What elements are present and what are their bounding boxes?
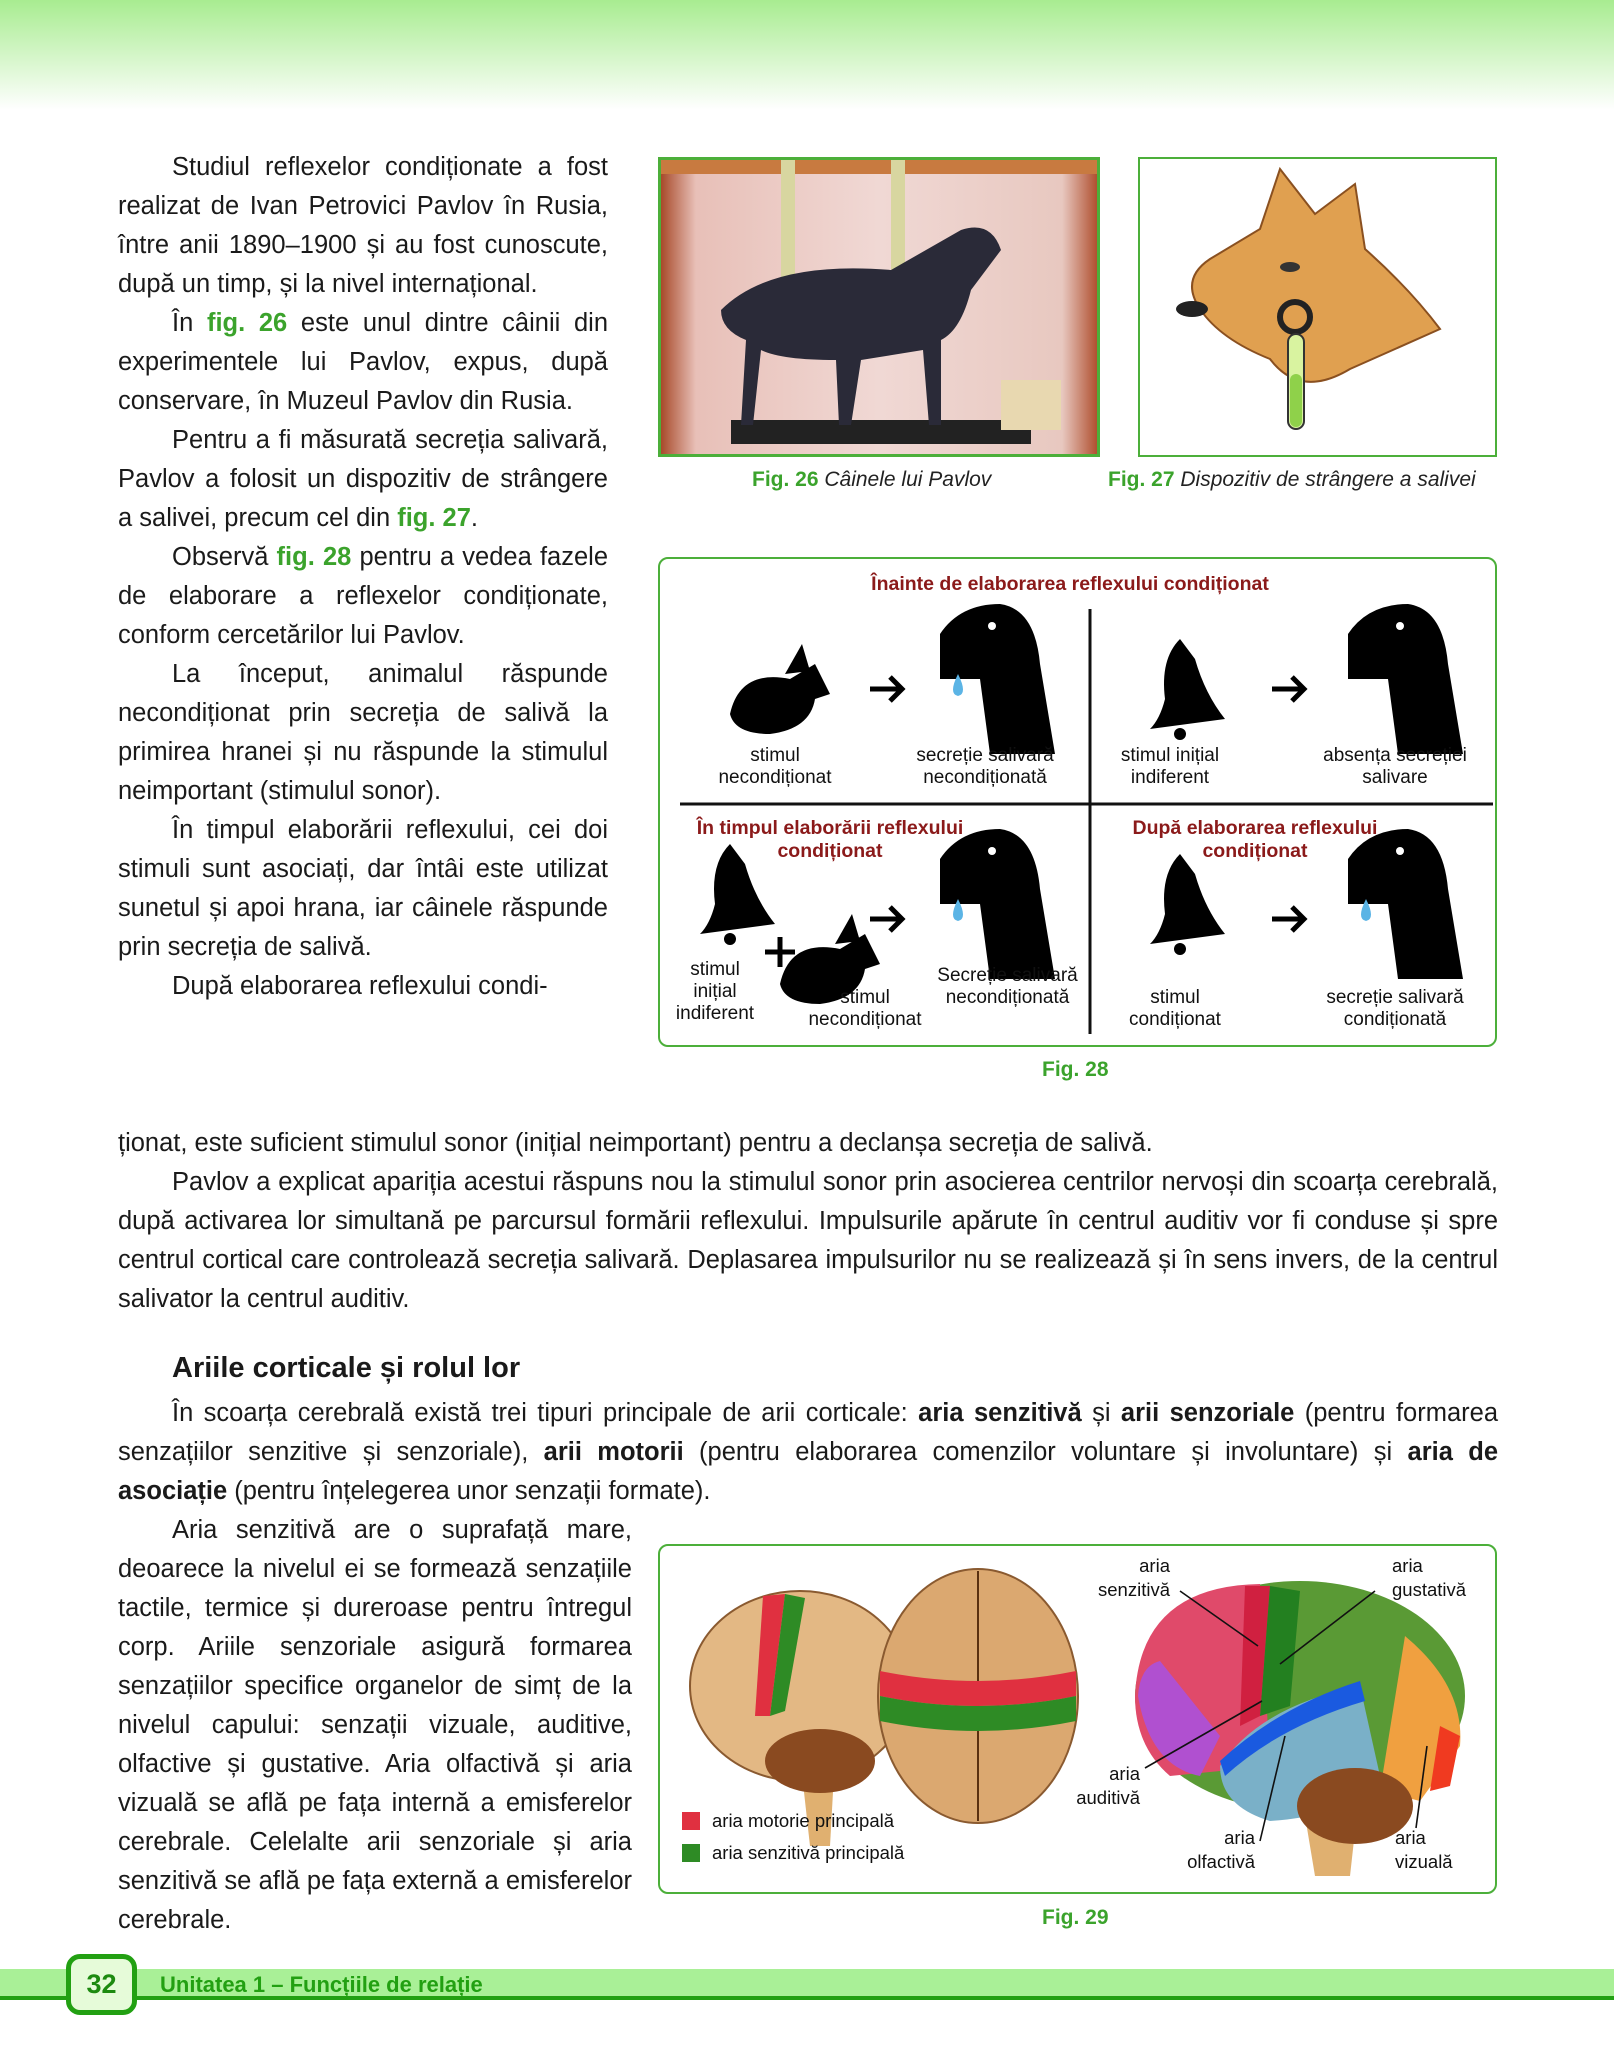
title-after: După elaborarea reflexului condiționat [1132,817,1378,862]
paragraph [118,538,608,655]
label: Secreție salivară necondiționată [937,965,1078,1008]
bold-term: arii senzoriale [1120,1399,1295,1427]
bell-clapper [724,933,736,945]
bell-clapper [1174,943,1186,955]
section-heading: Ariile corticale și rolul lor [172,1352,521,1384]
text: . [470,504,478,532]
caption-text: Dispozitiv de strângere a salivei [1174,468,1476,491]
top-band [0,0,1614,110]
fig-27-link[interactable]: fig. 27 [397,504,471,532]
dog-head-icon [1348,604,1463,754]
text: Observă [172,543,277,571]
fig-26-caption [752,468,991,492]
text: Pentru a fi măsurată secreția salivară, Pavlov a folosit un dispozitiv de strângere a salivei, precum cel din [118,426,608,532]
text: În scoarța cerebrală există trei tipuri principale de arii corticale: [172,1399,919,1427]
label-aria-gustativa: aria gustativă [1392,1555,1467,1600]
text: În [172,309,207,337]
label-aria-auditiva: aria auditivă [1076,1763,1140,1808]
bold-term: aria de asociație [118,1438,1498,1505]
paragraph: Aria senzitivă are o suprafață mare, deoarece la nivelul ei se formează senzațiile tactile, termice și dureroase pentru întregul corp. Ariile senzoriale asigură formarea senzațiilor specifice organelor de simț de la nivelul capului: senzații vizuale, auditive, olfactive și gustative. Aria olfactivă și aria vizuală se află pe fața internă a emisferelor cerebrale. Celelalte arii senzoriale și aria senzitivă se află pe fața externă a emisferelor cerebrale. [118,1516,632,1934]
fig-28-box [658,557,1497,1047]
fig-26-link[interactable]: fig. 26 [206,309,288,337]
dog-eye [1396,622,1404,630]
bold-term: aria senzitivă [918,1399,1082,1427]
brain-side-view [690,1591,910,1846]
label: secreție salivară condiționată [1326,987,1464,1030]
fig-26-photo [658,157,1100,457]
label: stimul necondiționat [808,987,922,1030]
roast-chicken-icon [730,664,830,734]
fig-27-caption [1108,468,1476,492]
dog-photo-image [661,160,1100,457]
label-aria-senzitiva: aria senzitivă [1098,1555,1170,1600]
title-during: În timpul elaborării reflexului condiționat [696,817,964,862]
paragraph: După elaborarea reflexului condi- [172,972,548,1000]
paragraph [118,421,608,538]
label: stimul condiționat [1129,987,1221,1030]
label: stimul inițial indiferent [675,959,755,1024]
unit-title: Unitatea 1 – Funcțiile de relație [160,1972,483,1997]
chicken-leg [785,644,810,674]
paragraph: La început, animalul răspunde necondiționat prin secreția de salivă la primirea hranei și nu răspunde la stimulul neimportant (stimulul sonor). [118,660,608,805]
fig-29-label: Fig. 29 [1042,1906,1109,1929]
fig-28-label: Fig. 28 [1042,1058,1109,1081]
bell-clapper [1174,728,1186,740]
label-aria-vizuala: aria vizuală [1395,1827,1453,1872]
legend-label-motor: aria motorie principală [712,1810,895,1831]
text: pentru a vedea fazele de elaborare a reflexelor condiționate, conform cercetărilor lui Pavlov. [118,543,608,649]
arrow-icon [1272,907,1304,931]
page-number: 32 [66,1954,137,2015]
bold-term: arii motorii [543,1438,684,1466]
legend-swatch-sensitive [682,1844,700,1862]
section-intro [118,1394,1498,1511]
label: absența secreției salivare [1323,745,1467,788]
dog-eye [988,847,996,855]
section-column-text [118,1511,632,1940]
label: stimul necondiționat [718,745,832,788]
label-aria-olfactiva: aria olfactivă [1187,1827,1255,1872]
left-column-text [118,148,608,1006]
text: și [1081,1399,1121,1427]
paragraph: În timpul elaborării reflexului, cei doi stimuli sunt asociați, dar întâi este utilizat sunetul și apoi hrana, iar câinele răspunde prin secreția de salivă. [118,816,608,961]
text: este unul dintre câinii din experimentele lui Pavlov, expus, după conservare, în Muzeul Pavlov din Rusia. [118,309,609,415]
paragraph: Studiul reflexelor condiționate a fost realizat de Ivan Petrovici Pavlov în Rusia, între anii 1890–1900 și au fost cunoscute, după un timp, și la nivel internațional. [118,153,608,298]
label: stimul inițial indiferent [1120,745,1220,788]
dog-eye [988,622,996,630]
full-width-text [118,1124,1498,1319]
fig-28-link[interactable]: fig. 28 [276,543,352,571]
paragraph [118,304,608,421]
legend-label-sensitive: aria senzitivă principală [712,1842,905,1863]
fig-29-box [658,1544,1497,1894]
text: (pentru elaborarea comenzilor voluntare și involuntare) și [683,1438,1408,1466]
dog-saliva-device-image [1140,159,1495,455]
fig-number: Fig. 26 [752,468,819,491]
caption-text: Câinele lui Pavlov [818,468,992,491]
chicken-leg [835,914,860,944]
text: (pentru formarea senzațiilor senzitive și senzoriale), [118,1399,1498,1466]
paragraph-continuation: ționat, este suficient stimulul sonor (inițial neimportant) pentru a declanșa secreția de salivă. [118,1129,1153,1157]
fig-number: Fig. 27 [1108,468,1175,491]
fig-27-drawing [1138,157,1497,457]
paragraph [118,1394,1498,1511]
legend-swatch-motor [682,1812,700,1830]
paragraph: Pavlov a explicat apariția acestui răspuns nou la stimulul sonor prin asocierea centrilor nervoși din scoarța cerebrală, după activarea lor simultană pe parcursul formării reflexului. Impulsurile apărute în centrul auditiv vor fi conduse și spre centrul cortical care controlează secreția salivară. Deplasarea impulsurilor nu se realizează și în sens invers, de la centrul salivator la centrul auditiv. [118,1168,1498,1313]
bell-icon [1150,639,1225,729]
label: secreție salivară necondiționată [916,745,1054,788]
arrow-icon [870,677,902,701]
arrow-icon [870,907,902,931]
title-before: Înainte de elaborarea reflexului condiționat [871,573,1269,595]
brain-top-view [878,1569,1078,1823]
arrow-icon [1272,677,1304,701]
text: (pentru înțelegerea unor senzații formate). [227,1477,711,1505]
bell-icon [1150,854,1225,944]
